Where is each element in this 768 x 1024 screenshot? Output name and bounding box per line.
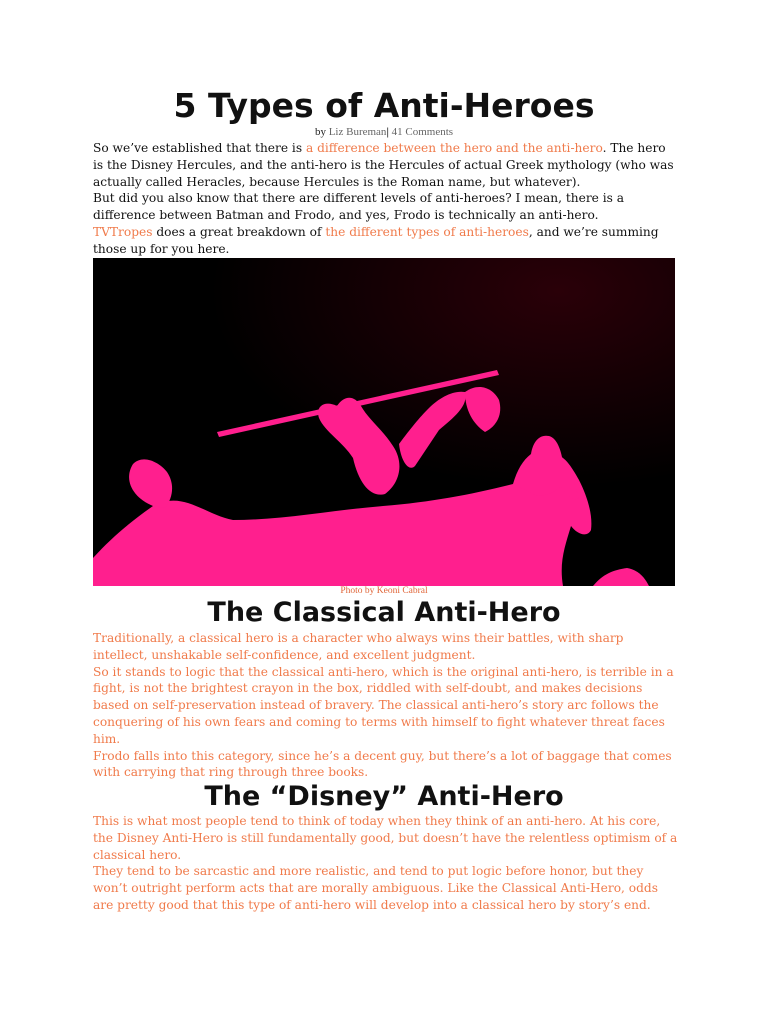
section-body-classical <box>93 630 681 781</box>
classical-paragraph-3: Frodo falls into this category, since he’s a decent guy, but there’s a lot of baggage that comes with carrying that ring through three books. <box>93 748 672 780</box>
byline-prefix: by <box>314 126 326 138</box>
classical-paragraph-2: So it stands to logic that the classical anti-hero, which is the original anti-hero, is terrible in a fight, is not the brightest crayon in the box, riddled with self-doubt, and makes decisions based on self-preservation instead of bravery. The classical anti-hero’s story arc follows the conquering of his own fears and coming to terms with himself to fight whatever threat faces him. <box>93 664 674 746</box>
section-heading-disney: The “Disney” Anti-Hero <box>204 781 564 812</box>
disney-paragraph-2: They tend to be sarcastic and more realistic, and tend to put logic before honor, but they won’t outright perform acts that are morally ambiguous. Like the Classical Anti-Hero, odds are pretty good that this type of anti-hero will develop into a classical hero by story’s end. <box>93 864 658 912</box>
tvtropes-link[interactable]: TVTropes <box>93 224 153 239</box>
intro-text <box>93 140 677 258</box>
photo-caption: Photo by Keoni Cabral <box>340 586 428 596</box>
intro-p3-after: , and we’re summing those up for you here. <box>93 224 659 256</box>
intro-p3-middle: does a great breakdown of <box>152 224 326 239</box>
comments-link[interactable]: 41 Comments <box>391 126 454 138</box>
statue-photo <box>93 258 675 586</box>
intro-paragraph-1 <box>93 140 677 190</box>
hero-vs-antihero-link[interactable]: a difference between the hero and the anti-hero <box>305 141 603 155</box>
section-body-disney <box>93 813 681 914</box>
intro-paragraph-2: But did you also know that there are different levels of anti-heroes? I mean, there is a difference between Batman and Frodo, and yes, Frodo is technically an anti-hero. <box>93 191 625 223</box>
intro-paragraph-3 <box>93 224 677 258</box>
intro-p1-after: . The hero is the Disney Hercules, and the anti-hero is the Hercules of actual Greek mythology (who was actually called Heracles, because Hercules is the Roman name, but whatever). <box>93 141 674 189</box>
intro-p1-before: So we’ve established that there is <box>93 141 306 155</box>
page-title: 5 Types of Anti-Heroes <box>173 86 595 125</box>
disney-paragraph-1: This is what most people tend to think of today when they think of an anti-hero. At his core, the Disney Anti-Hero is still fundamentally good, but doesn’t have the relentless optimism of a classical hero. <box>93 814 678 862</box>
author-link[interactable]: Liz Bureman <box>328 126 387 138</box>
byline <box>0 126 768 138</box>
byline-separator: | <box>386 126 389 138</box>
classical-paragraph-1: Traditionally, a classical hero is a character who always wins their battles, with sharp intellect, unshakable self-confidence, and excellent judgment. <box>93 631 624 662</box>
antihero-types-link[interactable]: the different types of anti-heroes <box>325 224 529 239</box>
section-heading-classical: The Classical Anti-Hero <box>207 597 561 628</box>
